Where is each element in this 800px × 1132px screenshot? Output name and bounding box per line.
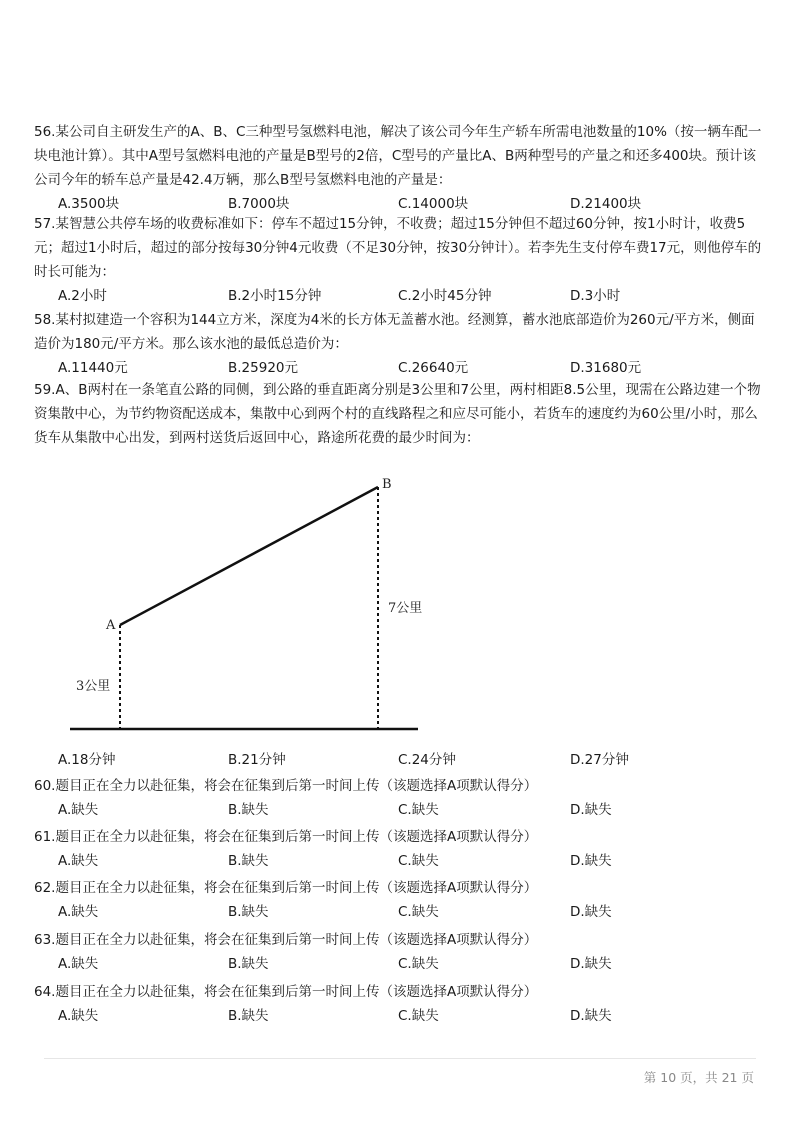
question-62	[34, 876, 764, 924]
question-58	[34, 308, 764, 380]
option-b[interactable]: B.7000块	[228, 196, 290, 212]
option-d[interactable]: D.缺失	[570, 853, 612, 869]
question-63	[34, 928, 764, 976]
option-d[interactable]: D.缺失	[570, 956, 612, 972]
options-row	[58, 798, 764, 822]
option-a[interactable]: A.18分钟	[58, 752, 116, 768]
option-c[interactable]: C.缺失	[398, 904, 439, 920]
option-a[interactable]: A.2小时	[58, 288, 107, 304]
options-row	[58, 356, 764, 380]
question-64	[34, 980, 764, 1028]
option-d[interactable]: D.21400块	[570, 196, 642, 212]
question-stem: 59.A、B两村在一条笔直公路的同侧，到公路的垂直距离分别是3公里和7公里，两村相距8.5公里，现需在公路边建一个物资集散中心，为节约物资配送成本，集散中心到两个村的直线路程之和应尽可能小，若货车的速度约为60公里/小时，那么货车从集散中心出发，到两村送货后返回中心，路途所花费的最少时间为：	[34, 382, 761, 446]
option-c[interactable]: C.缺失	[398, 853, 439, 869]
question-57	[34, 212, 764, 308]
question-stem: 64.题目正在全力以赴征集，将会在征集到后第一时间上传（该题选择A项默认得分）	[34, 984, 538, 1000]
question-56	[34, 120, 764, 216]
question-stem: 58.某村拟建造一个容积为144立方米，深度为4米的长方体无盖蓄水池。经测算，蓄水池底部造价为260元/平方米，侧面造价为180元/平方米。那么该水池的最低总造价为：	[34, 312, 755, 352]
option-d[interactable]: D.27分钟	[570, 752, 629, 768]
question-stem: 56.某公司自主研发生产的A、B、C三种型号氢燃料电池，解决了该公司今年生产轿车所需电池数量的10%（按一辆车配一块电池计算）。其中A型号氢燃料电池的产量是B型号的2倍，C型号的产量比A、B两种型号的产量之和还多400块。预计该公司今年的轿车总产量是42.4万辆，那么B型号氢燃料电池的产量是：	[34, 124, 762, 188]
village-b-distance-label: 7公里	[388, 601, 423, 616]
option-d[interactable]: D.31680元	[570, 360, 642, 376]
option-d[interactable]: D.缺失	[570, 802, 612, 818]
question-59	[34, 378, 764, 450]
option-b[interactable]: B.21分钟	[228, 752, 286, 768]
option-a[interactable]: A.缺失	[58, 802, 99, 818]
question-stem: 57.某智慧公共停车场的收费标准如下：停车不超过15分钟，不收费；超过15分钟但不超过60分钟，按1小时计，收费5元；超过1小时后，超过的部分按每30分钟4元收费（不足30分钟，按30分钟计）。若李先生支付停车费17元，则他停车的时长可能为：	[34, 216, 762, 280]
options-row	[58, 952, 764, 976]
option-b[interactable]: B.缺失	[228, 1008, 269, 1024]
village-a-label: A	[106, 618, 116, 633]
option-d[interactable]: D.缺失	[570, 1008, 612, 1024]
option-a[interactable]: A.11440元	[58, 360, 128, 376]
option-c[interactable]: C.14000块	[398, 196, 469, 212]
village-a-distance-label: 3公里	[76, 679, 111, 694]
option-c[interactable]: C.24分钟	[398, 752, 456, 768]
question-60	[34, 774, 764, 822]
option-a[interactable]: A.缺失	[58, 956, 99, 972]
option-c[interactable]: C.26640元	[398, 360, 469, 376]
option-d[interactable]: D.3小时	[570, 288, 621, 304]
option-c[interactable]: C.缺失	[398, 956, 439, 972]
option-c[interactable]: C.缺失	[398, 802, 439, 818]
option-b[interactable]: B.2小时15分钟	[228, 288, 322, 304]
options-row	[58, 748, 764, 772]
question-stem: 63.题目正在全力以赴征集，将会在征集到后第一时间上传（该题选择A项默认得分）	[34, 932, 538, 948]
option-c[interactable]: C.2小时45分钟	[398, 288, 492, 304]
option-a[interactable]: A.缺失	[58, 853, 99, 869]
page-indicator: 第 10 页，共 21 页	[643, 1070, 754, 1085]
distance-diagram	[60, 466, 440, 748]
footer-divider	[44, 1058, 756, 1059]
options-row	[58, 284, 764, 308]
option-a[interactable]: A.缺失	[58, 904, 99, 920]
option-a[interactable]: A.3500块	[58, 196, 120, 212]
option-b[interactable]: B.25920元	[228, 360, 298, 376]
question-61	[34, 825, 764, 873]
village-b-label: B	[382, 477, 392, 492]
options-row	[58, 900, 764, 924]
option-b[interactable]: B.缺失	[228, 956, 269, 972]
options-row	[58, 1004, 764, 1028]
question-stem: 61.题目正在全力以赴征集，将会在征集到后第一时间上传（该题选择A项默认得分）	[34, 829, 538, 845]
question-stem: 62.题目正在全力以赴征集，将会在征集到后第一时间上传（该题选择A项默认得分）	[34, 880, 538, 896]
option-c[interactable]: C.缺失	[398, 1008, 439, 1024]
village-connector-line	[120, 487, 378, 625]
question-59-options	[34, 748, 764, 772]
option-d[interactable]: D.缺失	[570, 904, 612, 920]
option-b[interactable]: B.缺失	[228, 853, 269, 869]
option-b[interactable]: B.缺失	[228, 904, 269, 920]
options-row	[58, 849, 764, 873]
option-b[interactable]: B.缺失	[228, 802, 269, 818]
question-stem: 60.题目正在全力以赴征集，将会在征集到后第一时间上传（该题选择A项默认得分）	[34, 778, 538, 794]
option-a[interactable]: A.缺失	[58, 1008, 99, 1024]
